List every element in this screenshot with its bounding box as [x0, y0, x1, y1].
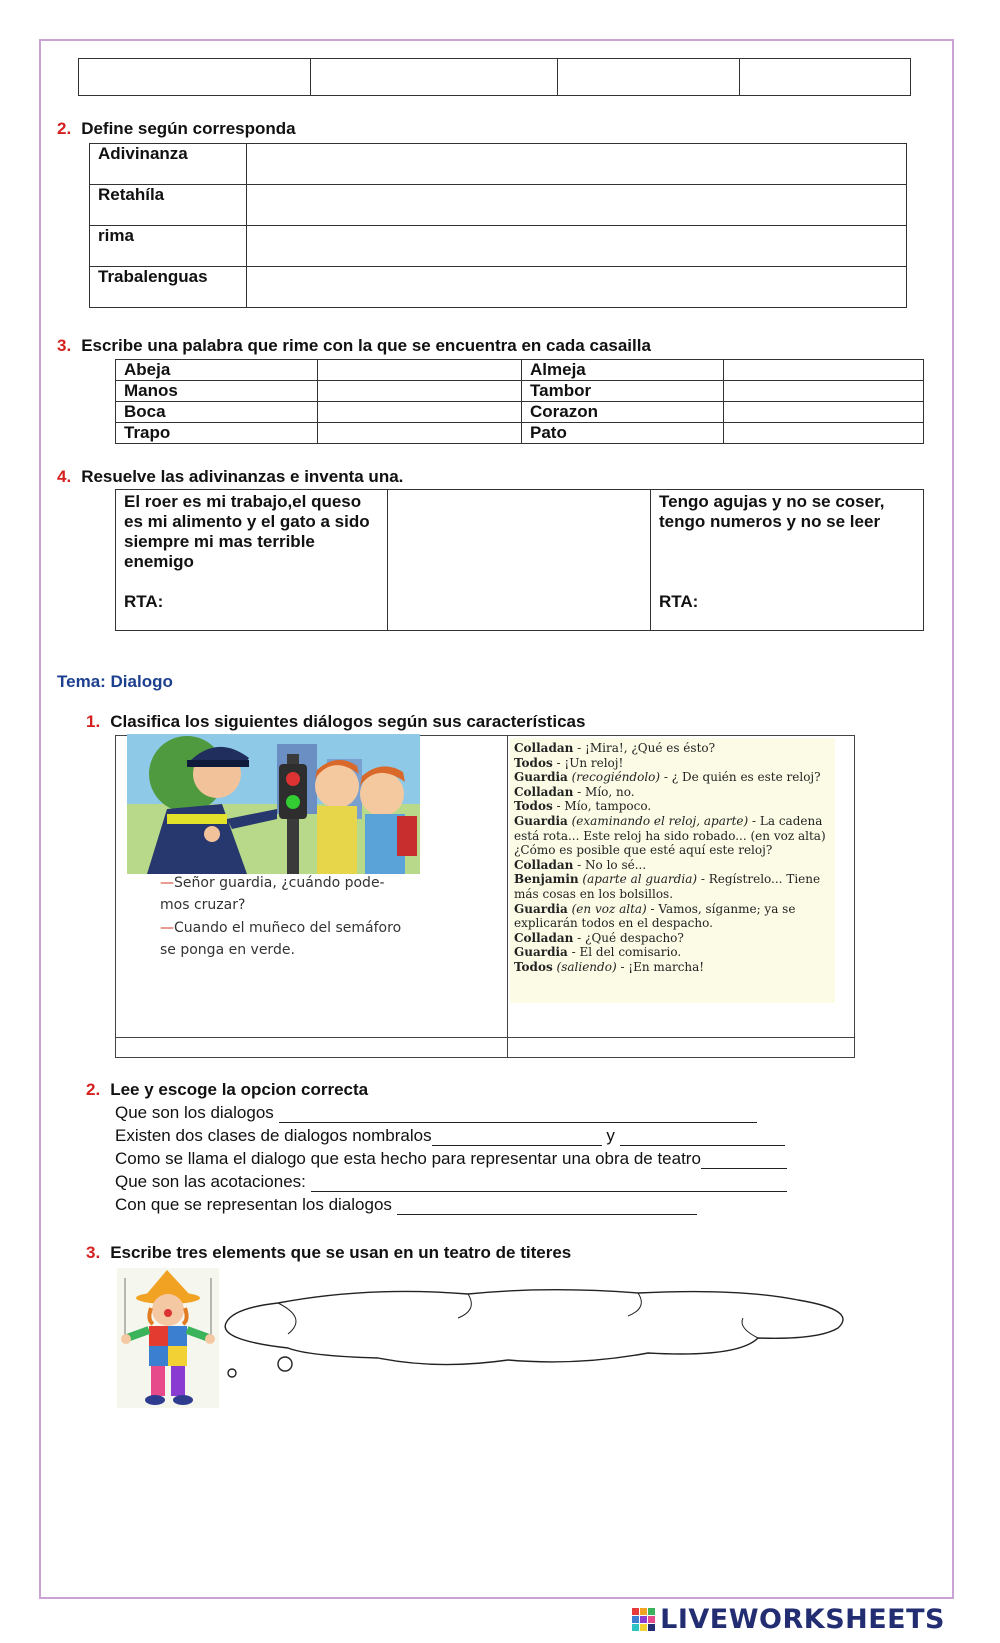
theatre-script-excerpt: [510, 738, 835, 1003]
script-speaker: Benjamin: [514, 872, 579, 887]
riddle-2-text: Tengo agujas y no se coser, tengo numeros y no se leer: [659, 492, 885, 531]
rhyme-word: Abeja: [116, 360, 318, 381]
riddle-cell-1: [116, 490, 388, 631]
invent-riddle-cell[interactable]: [388, 490, 651, 631]
definition-cell[interactable]: [247, 185, 907, 226]
script-text: - ¿ De quién es este reloj?: [660, 770, 821, 785]
script-text: - El del comisario.: [567, 945, 682, 960]
dialog-q2-heading: 2. Lee y escoge la opcion correcta: [86, 1080, 369, 1099]
riddle-2-answer-label: RTA:: [659, 592, 699, 611]
script-line: [514, 770, 831, 785]
script-text: - ¡Un reloj!: [552, 755, 624, 770]
rhyme-answer[interactable]: [318, 360, 522, 381]
riddle-table: [115, 489, 924, 631]
script-text: - ¡Mira!, ¿Qué es ésto?: [573, 741, 716, 755]
dash-mark: —: [160, 875, 174, 891]
rhyme-answer[interactable]: [724, 360, 924, 381]
answer-line[interactable]: [279, 1104, 757, 1123]
tema-title: Tema: Dialogo: [57, 672, 173, 691]
script-line: [514, 814, 831, 858]
rhyme-word: Trapo: [116, 423, 318, 444]
define-table: [89, 143, 907, 308]
rhyme-table: [115, 359, 924, 444]
riddle-cell-2: [651, 490, 924, 631]
script-line: [514, 756, 831, 771]
script-line: [514, 799, 831, 814]
section2-heading: 2. Define según corresponda: [57, 119, 296, 138]
answer-cell-2[interactable]: [508, 1038, 854, 1057]
empty-cell[interactable]: [79, 59, 311, 96]
section3-heading: 3. Escribe una palabra que rime con la que se encuentra en cada casailla: [57, 336, 651, 355]
script-lines: [514, 741, 831, 975]
definition-cell[interactable]: [247, 226, 907, 267]
rhyme-answer[interactable]: [318, 423, 522, 444]
script-speaker: Guardia: [514, 901, 568, 916]
script-line: [514, 902, 831, 931]
script-line: [514, 785, 831, 800]
script-text: - Vamos, síganme; ya se explicarán todos en el despacho.: [514, 901, 796, 931]
answer-line[interactable]: [701, 1150, 787, 1169]
script-text: - Mío, tampoco.: [552, 799, 652, 814]
rhyme-word: Corazon: [522, 402, 724, 423]
script-text: - ¿Qué despacho?: [573, 930, 684, 945]
traffic-guard-illustration: [127, 734, 420, 874]
stage-direction: (saliendo): [552, 959, 617, 974]
script-line: [514, 872, 831, 901]
script-line: [514, 931, 831, 946]
script-speaker: Colladan: [514, 784, 574, 799]
thought-cloud[interactable]: [218, 1278, 858, 1408]
question-row-5: Con que se representan los dialogos: [115, 1195, 697, 1215]
script-speaker: Colladan: [514, 857, 574, 872]
question-row-4: Que son las acotaciones:: [115, 1172, 787, 1192]
rhyme-word: Tambor: [522, 381, 724, 402]
liveworksheets-logo[interactable]: LIVEWORKSHEETS: [632, 1604, 945, 1635]
rhyme-word: Manos: [116, 381, 318, 402]
question-row-3: Como se llama el dialogo que esta hecho para representar una obra de teatro: [115, 1149, 787, 1169]
answer-line[interactable]: [432, 1127, 602, 1146]
rhyme-answer[interactable]: [724, 381, 924, 402]
stage-direction: (aparte al guardia): [578, 872, 698, 887]
empty-cell[interactable]: [558, 59, 740, 96]
script-text: - Mío, no.: [573, 784, 635, 799]
rhyme-word: Pato: [522, 423, 724, 444]
script-text: - Regístrelo... Tiene más cosas en los bolsillos.: [514, 872, 821, 901]
definition-cell[interactable]: [247, 144, 907, 185]
caption-1: —Señor guardia, ¿cuándo pode- mos cruzar?: [160, 875, 385, 913]
script-speaker: Guardia: [514, 813, 568, 828]
empty-cell[interactable]: [311, 59, 558, 96]
puppet-illustration: [117, 1268, 219, 1408]
logo-grid-icon: [632, 1608, 656, 1632]
riddle-1-text: El roer es mi trabajo,el queso es mi alimento y el gato a sido siempre mi mas terrible enemigo: [124, 492, 370, 571]
answer-line[interactable]: [397, 1196, 697, 1215]
script-line: [514, 945, 831, 960]
script-text: - No lo sé...: [573, 857, 647, 872]
stage-direction: (examinando el reloj, aparte): [567, 813, 749, 828]
empty-cell[interactable]: [740, 59, 911, 96]
term-cell: rima: [90, 226, 247, 267]
term-cell: Adivinanza: [90, 144, 247, 185]
rhyme-answer[interactable]: [318, 381, 522, 402]
rhyme-answer[interactable]: [724, 423, 924, 444]
rhyme-answer[interactable]: [318, 402, 522, 423]
term-cell: Retahíla: [90, 185, 247, 226]
script-line: [514, 858, 831, 873]
section4-heading: 4. Resuelve las adivinanzas e inventa una.: [57, 467, 404, 486]
question-row-1: Que son los dialogos: [115, 1103, 757, 1123]
answer-line[interactable]: [620, 1127, 785, 1146]
answer-cell-1[interactable]: [116, 1038, 507, 1057]
rhyme-word: Almeja: [522, 360, 724, 381]
caption-2: —Cuando el muñeco del semáforo se ponga en verde.: [160, 920, 402, 958]
script-speaker: Colladan: [514, 741, 574, 755]
dialog-q1-heading: 1. Clasifica los siguientes diálogos según sus características: [86, 712, 586, 731]
script-speaker: Guardia: [514, 945, 568, 960]
answer-line[interactable]: [311, 1173, 787, 1192]
table-divider-v: [507, 736, 508, 1057]
term-cell: Trabalenguas: [90, 267, 247, 308]
stage-direction: (en voz alta): [567, 901, 647, 916]
definition-cell[interactable]: [247, 267, 907, 308]
script-line: [514, 960, 831, 975]
dash-mark: —: [160, 920, 174, 936]
rhyme-answer[interactable]: [724, 402, 924, 423]
script-speaker: Guardia: [514, 770, 568, 785]
script-speaker: Todos: [514, 755, 553, 770]
dialog-q3-heading: 3. Escribe tres elements que se usan en un teatro de titeres: [86, 1243, 572, 1262]
question-row-2: Existen dos clases de dialogos nombralos y: [115, 1126, 785, 1146]
script-line: [514, 741, 831, 756]
rhyme-word: Boca: [116, 402, 318, 423]
script-text: - ¡En marcha!: [616, 959, 705, 974]
script-speaker: Colladan: [514, 930, 574, 945]
script-speaker: Todos: [514, 799, 553, 814]
script-speaker: Todos: [514, 959, 553, 974]
top-empty-table: [78, 58, 911, 96]
riddle-1-answer-label: RTA:: [124, 592, 164, 611]
script-text: - La cadena está rota... Este reloj ha sido robado... (en voz alta) ¿Cómo es posible que esté aquí este reloj?: [514, 813, 826, 858]
stage-direction: (recogiéndolo): [567, 770, 661, 785]
